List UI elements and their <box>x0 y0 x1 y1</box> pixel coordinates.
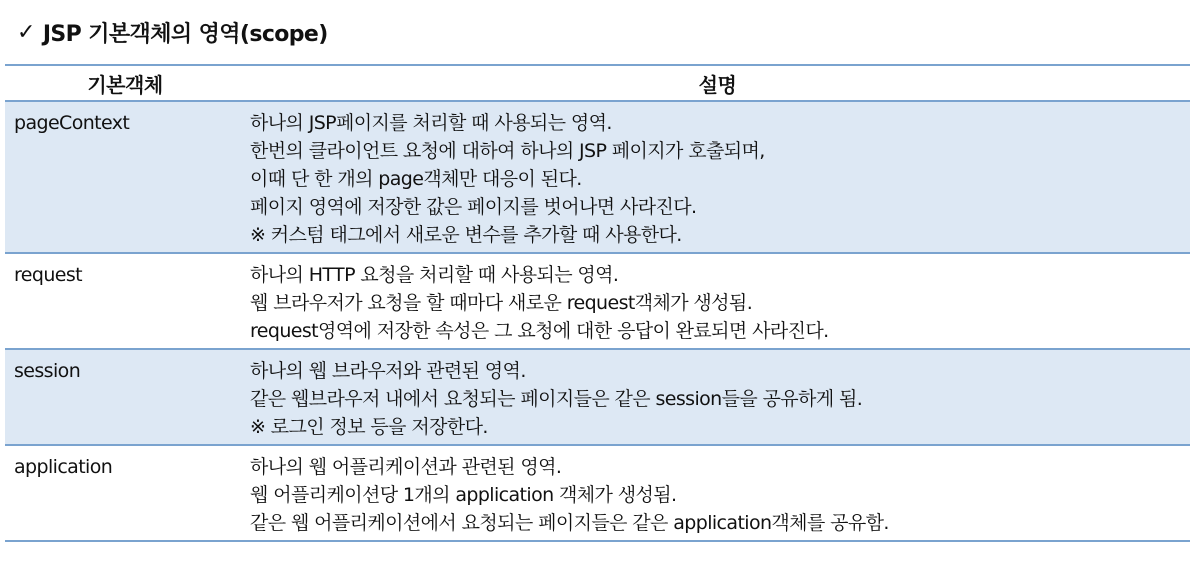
description-line: 웹 어플리케이션당 1개의 application 객체가 생성됨. <box>250 484 677 506</box>
header-description: 설명 <box>245 65 1190 101</box>
description-line: 하나의 웹 어플리케이션과 관련된 영역. <box>250 456 562 478</box>
object-name: application <box>5 445 245 541</box>
header-object: 기본객체 <box>5 65 245 101</box>
page-title-text: JSP 기본객체의 영역(scope) <box>42 21 328 47</box>
table-row-request <box>5 253 1190 349</box>
description-line: 웹 브라우저가 요청을 할 때마다 새로운 request객체가 생성됨. <box>250 292 753 314</box>
object-description <box>245 349 1190 445</box>
description-line: 하나의 웹 브라우저와 관련된 영역. <box>250 360 526 382</box>
description-line: 같은 웹 어플리케이션에서 요청되는 페이지들은 같은 application객체를 공유함. <box>250 512 889 534</box>
description-line: request영역에 저장한 속성은 그 요청에 대한 응답이 완료되면 사라진다. <box>250 320 829 342</box>
description-line: ※ 로그인 정보 등을 저장한다. <box>250 416 488 438</box>
object-description <box>245 445 1190 541</box>
table-row-session <box>5 349 1190 445</box>
checkmark-icon: ✓ <box>17 19 35 45</box>
object-name: session <box>5 349 245 445</box>
object-description <box>245 101 1190 253</box>
description-line: 페이지 영역에 저장한 값은 페이지를 벗어나면 사라진다. <box>250 196 697 218</box>
table-row-application <box>5 445 1190 541</box>
description-line: 하나의 HTTP 요청을 처리할 때 사용되는 영역. <box>250 264 619 286</box>
description-line: 이때 단 한 개의 page객체만 대응이 된다. <box>250 168 582 190</box>
description-line: ※ 커스텀 태그에서 새로운 변수를 추가할 때 사용한다. <box>250 224 682 246</box>
object-name: pageContext <box>5 101 245 253</box>
page-title <box>17 14 328 50</box>
description-line: 하나의 JSP페이지를 처리할 때 사용되는 영역. <box>250 112 612 134</box>
scope-table <box>5 64 1190 542</box>
object-name: request <box>5 253 245 349</box>
description-line: 같은 웹브라우저 내에서 요청되는 페이지들은 같은 session들을 공유하게 됨. <box>250 388 863 410</box>
object-description <box>245 253 1190 349</box>
table-header-row <box>5 65 1190 101</box>
table-row-pagecontext <box>5 101 1190 253</box>
description-line: 한번의 클라이언트 요청에 대하여 하나의 JSP 페이지가 호출되며, <box>250 140 765 162</box>
